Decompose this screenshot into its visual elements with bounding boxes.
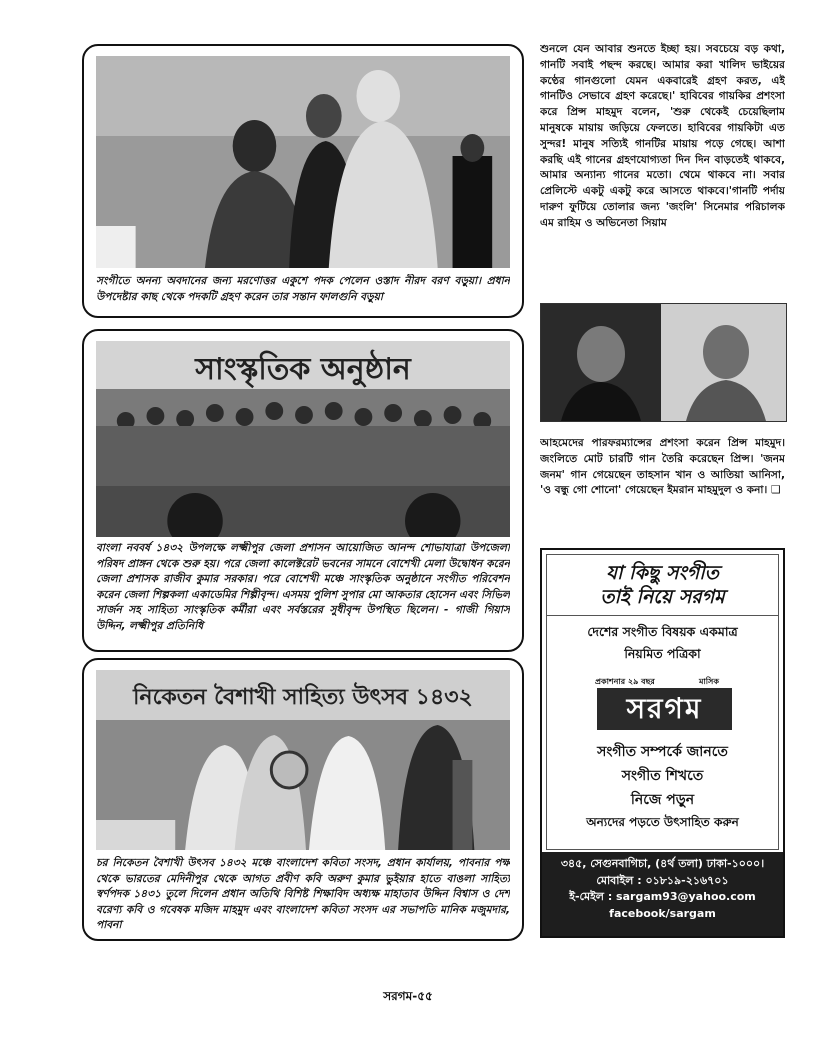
ad-headline-2: তাই নিয়ে সরগম: [600, 586, 725, 608]
ad-mobile: মোবাইল : ০১৮১৯-২১৬৭০১: [596, 873, 729, 887]
ad-call-1: সংগীত সম্পর্কে জানতে: [597, 744, 728, 760]
ad-headline-1: যা কিছু সংগীত: [606, 562, 719, 584]
page-number: সরগম-৫৫: [383, 989, 433, 1003]
literature-festival-photo: [96, 670, 510, 850]
sargam-advertisement: [540, 548, 785, 938]
sargam-logo: সরগম: [597, 688, 732, 730]
ad-inner-frame: [546, 554, 779, 850]
ad-tagline-2: নিয়মিত পত্রিকা: [624, 646, 701, 661]
ad-tagline-1: দেশের সংগীত বিষয়ক একমাত্র: [587, 624, 738, 639]
ad-address: ৩৪৫, সেগুনবাগিচা, (৪র্থ তলা) ঢাকা-১০০০।: [560, 857, 765, 870]
director-actor-photo: [540, 303, 787, 422]
photo-box-cultural: [82, 329, 524, 652]
literature-photo-caption: চর নিকেতন বৈশাখী উৎসব ১৪৩২ মঞ্চে বাংলাদেশ কবিতা সংসদ, প্রধান কার্যালয়, পাবনার পক্ষ থেকে ভারতের মেদিনীপুর থেকে আগত প্রবীণ কবি অরুণ কুমার ভুইয়ার হাতে বাঙলা সাহিত্য স্বর্ণপদক ১৪৩১ তুলে দিলেন প্রধান অতিথি বিশিষ্ট শিক্ষাবিদ অধ্যক্ষ মাহাতাব উদ্দিন বিশ্বাস ও দেশ বরেণ্য কবি ও গবেষক মজিদ মাহমুদ এবং বাংলাদেশ কবিতা সংসদ এর সভাপতি মানিক মজুমদার, পাবনা: [96, 857, 510, 932]
ad-monthly-label: মাসিক: [699, 677, 719, 686]
ad-facebook: facebook/sargam: [609, 906, 716, 920]
photo-box-literature: [82, 658, 524, 941]
ad-call-4: অন্যদের পড়তে উৎসাহিত করুন: [586, 815, 739, 829]
award-ceremony-photo: [96, 56, 510, 268]
photo-box-award: [82, 44, 524, 318]
award-photo-caption: সংগীতে অনন্য অবদানের জন্য মরণোত্তর একুশে পদক পেলেন ওস্তাদ নীরদ বরণ বড়ুয়া। প্রধান উপদেষ্টার কাছ থেকে পদকটি গ্রহণ করেন তার সন্তান ফালগুনি বড়ুয়া: [96, 275, 510, 303]
cultural-banner-text: সাংস্কৃতিক অনুষ্ঠান: [195, 352, 411, 387]
cultural-photo-caption: বাংলা নববর্ষ ১৪৩২ উপলক্ষে লক্ষ্মীপুর জেলা প্রশাসন আয়োজিত আনন্দ শোভাযাত্রা উপজেলা পরিষদ প্রাঙ্গন থেকে শুরু হয়। পরে জেলা কালেক্টরেট ভবনের সামনে বোশেখী মেলা উদ্বোধন করেন জেলা প্রশাসক রাজীব কুমার সরকার। পরে বোশেখী মঞ্চে সাংস্কৃতিক অনুষ্ঠানে সংগীত পরিবেশন করেন জেলা শিল্পকলা একাডেমির শিল্পীবৃন্দ। এসময় পুলিশ সুপার মো আকতার হোসেন এবং সিভিল সার্জন সহ সাহিত্য সাংস্কৃতিক কর্মীরা এবং সর্বস্তরের সুধীবৃন্দ উপস্থিত ছিলেন। - গাজী গিয়াস উদ্দিন, লক্ষ্মীপুর প্রতিনিধি: [96, 542, 510, 632]
ad-call-2: সংগীত শিখতে: [621, 768, 704, 784]
ad-email: ই-মেইল : sargam93@yahoo.com: [569, 890, 756, 903]
literature-banner-text: নিকেতন বৈশাখী সাহিত্য উৎসব ১৪৩২: [133, 685, 473, 710]
article-text-bottom: আহমেদের পারফরম্যান্সের প্রশংসা করেন প্রিন্স মাহমুদ। জংলিতে মোট চারটি গান তৈরি করেছেন প্রিন্স। 'জনম জনম' গান গেয়েছেন তাহসান খান ও আতিয়া আনিসা, 'ও বন্ধু গো শোনো' গেয়েছেন ইমরান মাহমুদুল ও কনা। ❑: [540, 437, 785, 497]
ad-contact-footer: [542, 852, 783, 936]
ad-years-label: প্রকাশনার ২৯ বছর: [595, 677, 655, 686]
article-text-top: শুনলে যেন আবার শুনতে ইচ্ছা হয়। সবচেয়ে বড় কথা, গানটি সবাই পছন্দ করছে। আমার করা খালিদ ভাইয়ের কণ্ঠের গানগুলো যেমন একবারেই গ্রহণ করত, এই গানটিও সেভাবে গ্রহণ করেছে।' হাবিবের গায়কির প্রশংসা করে প্রিন্স মাহমুদ বলেন, 'শুরু থেকেই চেয়েছিলাম মানুষকে মায়ায় জড়িয়ে ফেলতে। হাবিবের গায়কিটা এত সুন্দর! মানুষ সত্যিই গানটির মায়ায় পড়ে গেছে। আশা করছি এই গানের গ্রহণযোগ্যতা দিন দিন বাড়তেই থাকবে, আমার অন্যান্য গানের মতো। থেমে থাকবে না। সবার প্রেলিস্টে একটু একটু করে আসতে থাকবে।'গানটি পর্দায় দারুণ ফুটিয়ে তোলার জন্য 'জংলি' সিনেমার পরিচালক এম রাহিম ও অভিনেতা সিয়াম: [540, 43, 785, 229]
cultural-program-photo: [96, 341, 510, 537]
ad-call-3: নিজে পড়ুন: [630, 792, 695, 808]
